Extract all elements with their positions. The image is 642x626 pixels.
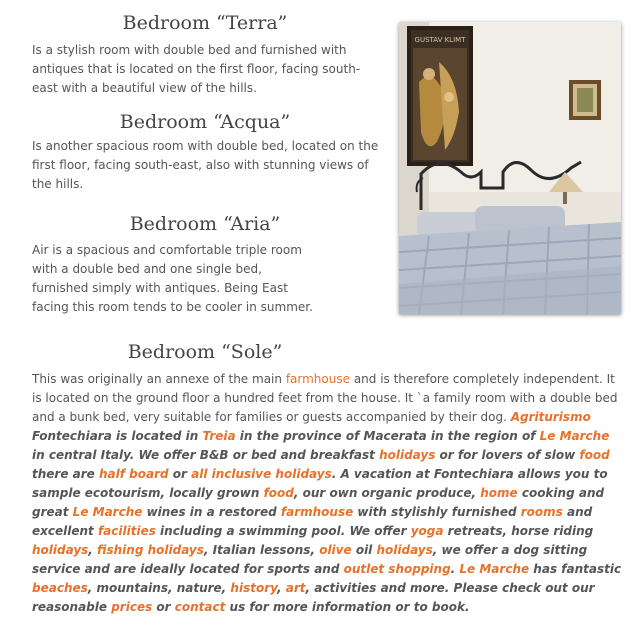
sole-bold-10: wines in a restored <box>142 505 281 519</box>
link-le-marche-2[interactable]: Le Marche <box>72 505 143 519</box>
link-all-inclusive-holidays[interactable]: all inclusive holidays <box>191 467 332 481</box>
link-food[interactable]: food <box>579 448 610 462</box>
link-olive[interactable]: olive <box>319 543 352 557</box>
sole-bold-13: including a swimming pool. We offer <box>155 524 411 538</box>
sole-bold-12: and excellent <box>32 505 593 538</box>
poster-caption: GUSTAV KLIMT <box>414 36 466 44</box>
sole-bold-16: , Italian lessons, <box>203 543 320 557</box>
sole-text-2: and is therefore completely independent. It is located on the ground floor a hundred feet from the house. It `a family room with a double bed and a bunk bed, very suitable for families or guests accompanied by their dog. <box>32 372 618 424</box>
room-title-sole: Bedroom “Sole” <box>127 341 283 363</box>
link-half-board[interactable]: half board <box>98 467 169 481</box>
sole-bold-14: retreats, horse riding <box>443 524 594 538</box>
link-home[interactable]: home <box>480 486 518 500</box>
sole-bold-8: , our own organic produce, <box>293 486 481 500</box>
sole-bold-19: . <box>450 562 460 576</box>
sole-bold-3: in central Italy. We offer B&B or bed and breakfast <box>32 448 380 462</box>
bedroom-photo <box>399 22 621 314</box>
link-farmhouse[interactable]: farmhouse <box>285 372 350 386</box>
link-prices[interactable]: prices <box>111 600 153 614</box>
link-outlet-shopping[interactable]: outlet shopping <box>343 562 451 576</box>
link-facilities[interactable]: facilities <box>97 524 156 538</box>
sole-bold-25: us for more information or to book. <box>225 600 470 614</box>
sole-bold-15: , <box>88 543 98 557</box>
link-beaches[interactable]: beaches <box>32 581 88 595</box>
link-history[interactable]: history <box>230 581 278 595</box>
sole-bold-23: , activities and more. Please check out our reasonable <box>32 581 595 614</box>
room-title-aria: Bedroom “Aria” <box>129 213 281 235</box>
sole-bold-24: or <box>152 600 175 614</box>
sole-bold-17: oil <box>351 543 377 557</box>
sole-bold-5: there are <box>32 467 99 481</box>
room-title-terra: Bedroom “Terra” <box>122 12 288 34</box>
link-le-marche[interactable]: Le Marche <box>539 429 610 443</box>
sole-text-1: This was originally an annexe of the main <box>32 372 286 386</box>
room-description-sole <box>32 370 622 617</box>
link-yoga[interactable]: yoga <box>410 524 444 538</box>
link-le-marche-3[interactable]: Le Marche <box>459 562 530 576</box>
link-agriturismo[interactable]: Agriturismo <box>510 410 591 424</box>
sole-bold-2: in the province of Macerata in the region of <box>235 429 540 443</box>
link-fishing-holidays[interactable]: fishing holidays <box>97 543 204 557</box>
link-contact[interactable]: contact <box>174 600 226 614</box>
link-rooms[interactable]: rooms <box>520 505 563 519</box>
room-title-acqua: Bedroom “Acqua” <box>119 111 291 133</box>
link-art[interactable]: art <box>285 581 306 595</box>
sole-bold-11: with stylishly furnished <box>353 505 521 519</box>
sole-bold-6: or <box>168 467 192 481</box>
sole-bold-22: , <box>277 581 286 595</box>
sole-bold-9: cooking and great <box>32 486 605 519</box>
link-treia[interactable]: Treia <box>202 429 236 443</box>
room-description-terra: Is a stylish room with double bed and furnished with antiques that is located on the first floor, facing south-east with a beautiful view of the hills. <box>32 43 361 95</box>
sole-bold-4: or for lovers of slow <box>435 448 580 462</box>
room-description-aria: Air is a spacious and comfortable triple room with a double bed and one single bed, furnished simply with antiques. Being East facing this room tends to be cooler in summer. <box>32 243 313 314</box>
link-farmhouse-2[interactable]: farmhouse <box>280 505 354 519</box>
link-food-2[interactable]: food <box>263 486 294 500</box>
sole-bold-20: has fantastic <box>529 562 622 576</box>
room-description-acqua: Is another spacious room with double bed, located on the first floor, facing south-east, also with stunning views of the hills. <box>32 139 379 191</box>
sole-bold-18: , we offer a dog sitting service and are ideally located for sports and <box>32 543 588 576</box>
link-holidays-2[interactable]: holidays <box>32 543 89 557</box>
sole-bold-21: , mountains, nature, <box>87 581 231 595</box>
link-holidays[interactable]: holidays <box>379 448 436 462</box>
sole-bold-7: . A vacation at Fontechiara allows you to sample ecotourism, locally grown <box>32 467 608 500</box>
link-holidays-3[interactable]: holidays <box>376 543 433 557</box>
sole-bold-1: Fontechiara is located in <box>32 429 203 443</box>
